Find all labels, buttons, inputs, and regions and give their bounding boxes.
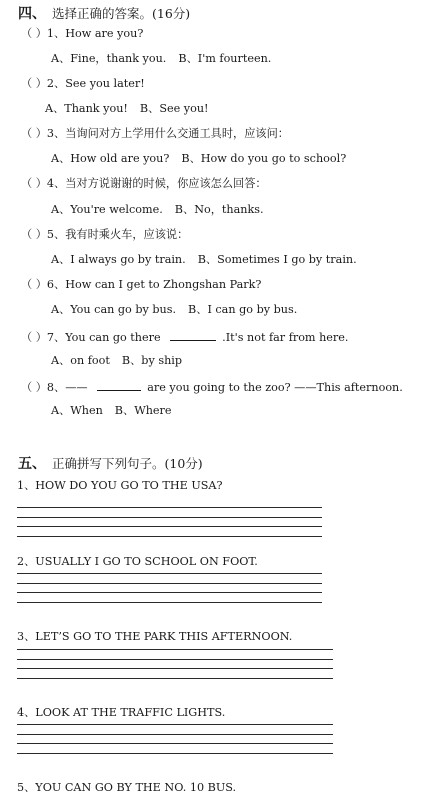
writing-line — [17, 573, 322, 574]
question-7-answer-blank[interactable] — [170, 329, 216, 341]
question-7-stem — [21, 329, 348, 345]
question-5-option-a: A、I always go by train. — [51, 253, 186, 266]
writing-line — [17, 583, 322, 584]
writing-line — [17, 526, 322, 527]
question-2-stem: （ ）2、See you later! — [21, 77, 145, 90]
question-3-option-b: B、How do you go to school? — [181, 152, 347, 165]
question-8-stem-start: （ ）8、—— — [21, 381, 88, 394]
question-8-answer-blank[interactable] — [97, 379, 141, 391]
question-5-option-b: B、Sometimes I go by train. — [197, 253, 357, 266]
writing-line — [17, 678, 333, 679]
sentence-1: 1、HOW DO YOU GO TO THE USA? — [17, 479, 223, 492]
question-2-option-a: A、Thank you! — [45, 102, 128, 115]
writing-line — [17, 743, 333, 744]
section-4-title: 选择正确的答案。(16分) — [52, 6, 191, 21]
section-4-heading — [18, 3, 190, 23]
question-2-option-b: B、See you! — [139, 102, 209, 115]
question-7-option-b: B、by ship — [121, 354, 183, 367]
question-8-stem-end: are you going to the zoo? ——This afternoon. — [147, 381, 403, 394]
question-7-stem-end: .It's not far from here. — [222, 331, 349, 344]
writing-line — [17, 734, 333, 735]
writing-lines-2[interactable] — [17, 573, 322, 611]
writing-line — [17, 602, 322, 603]
writing-line — [17, 507, 322, 508]
question-6-options — [51, 303, 297, 317]
section-4-number: 四、 — [18, 6, 46, 22]
question-5-stem: （ ）5、我有时乘火车，应该说： — [21, 228, 189, 241]
question-6-option-a: A、You can go by bus. — [51, 303, 177, 316]
question-4-option-b: B、No，thanks. — [174, 203, 264, 216]
writing-lines-1[interactable] — [17, 507, 322, 545]
writing-lines-4[interactable] — [17, 724, 333, 762]
section-5-number: 五、 — [18, 456, 46, 472]
question-6-option-b: B、I can go by bus. — [188, 303, 298, 316]
sentence-2: 2、USUALLY I GO TO SCHOOL ON FOOT. — [17, 555, 258, 568]
section-5-heading — [18, 453, 203, 473]
question-1-options — [51, 52, 271, 66]
writing-line — [17, 724, 333, 725]
question-1-option-a: A、Fine，thank you. — [51, 52, 167, 65]
writing-line — [17, 753, 333, 754]
question-6-stem: （ ）6、How can I get to Zhongshan Park? — [21, 278, 262, 291]
question-7-stem-start: （ ）7、You can go there — [21, 331, 161, 344]
writing-lines-3[interactable] — [17, 649, 333, 687]
sentence-4: 4、LOOK AT THE TRAFFIC LIGHTS. — [17, 706, 226, 719]
sentence-3: 3、LET’S GO TO THE PARK THIS AFTERNOON. — [17, 630, 293, 643]
writing-line — [17, 649, 333, 650]
question-7-options — [51, 354, 182, 368]
question-1-option-b: B、I'm fourteen. — [178, 52, 272, 65]
question-4-stem: （ ）4、当对方说谢谢的时候，你应该怎么回答： — [21, 177, 267, 190]
question-1-stem: （ ）1、How are you? — [21, 27, 144, 40]
question-8-stem — [21, 379, 403, 395]
question-3-stem: （ ）3、当询问对方上学用什么交通工具时，应该问： — [21, 127, 289, 140]
question-8-option-b: B、Where — [114, 404, 172, 417]
writing-line — [17, 517, 322, 518]
question-5-options — [51, 253, 357, 267]
question-8-options — [51, 404, 172, 418]
sentence-5: 5、YOU CAN GO BY THE NO. 10 BUS. — [17, 781, 237, 794]
question-2-options — [45, 102, 209, 116]
question-4-options — [51, 203, 264, 217]
question-3-option-a: A、How old are you? — [51, 152, 170, 165]
writing-line — [17, 668, 333, 669]
question-4-option-a: A、You're welcome. — [51, 203, 163, 216]
writing-line — [17, 659, 333, 660]
writing-line — [17, 592, 322, 593]
question-7-option-a: A、on foot — [51, 354, 110, 367]
question-3-options — [51, 152, 346, 166]
writing-line — [17, 536, 322, 537]
section-5-title: 正确拼写下列句子。(10分) — [52, 456, 203, 471]
question-8-option-a: A、When — [51, 404, 103, 417]
